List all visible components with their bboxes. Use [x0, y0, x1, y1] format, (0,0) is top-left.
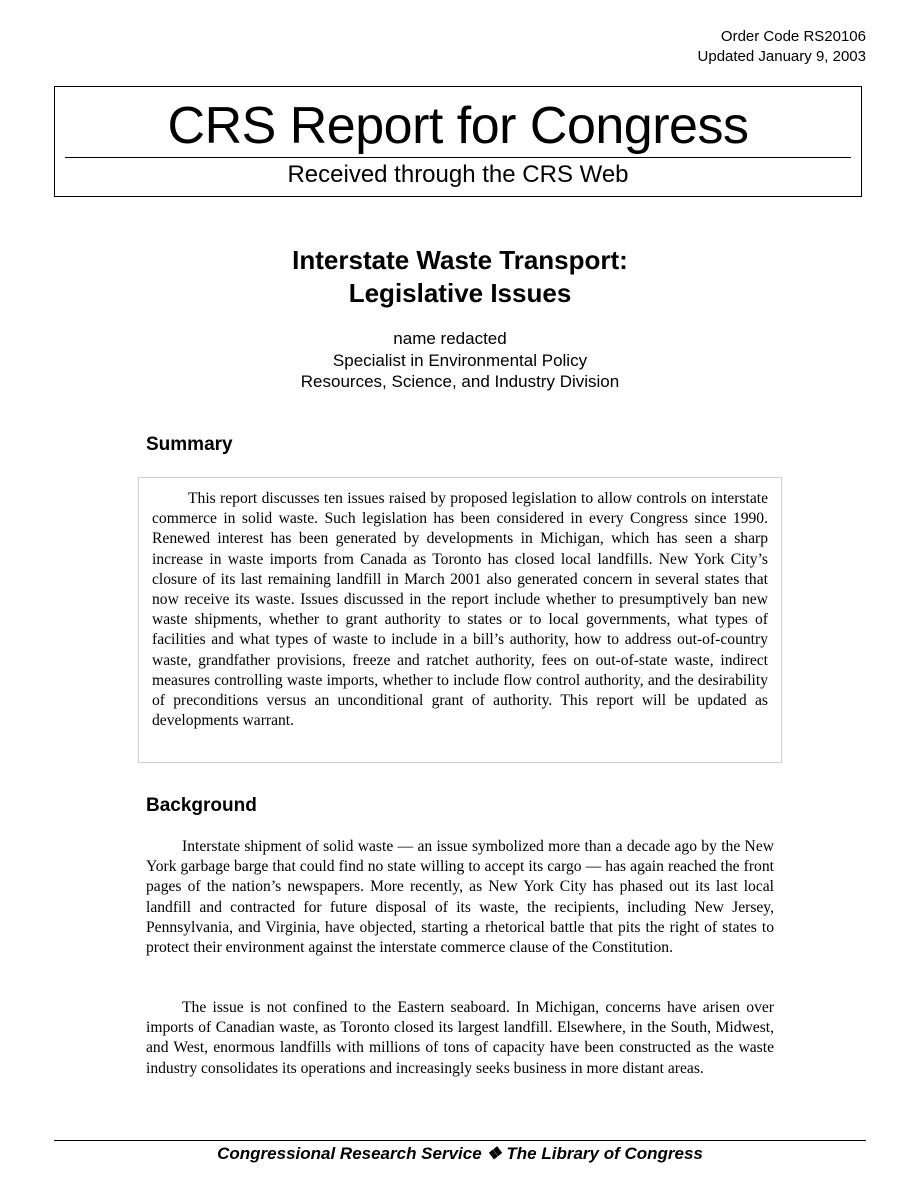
order-code-block: [698, 27, 866, 67]
masthead: [54, 86, 862, 197]
summary-box: [138, 477, 782, 763]
document-title: [0, 244, 920, 310]
document-title-line2: Legislative Issues: [348, 278, 572, 308]
footer-right: The Library of Congress: [506, 1144, 703, 1163]
author-division: Resources, Science, and Industry Division: [300, 372, 620, 391]
masthead-title: CRS Report for Congress: [167, 97, 749, 155]
background-paragraph-2: The issue is not confined to the Eastern seaboard. In Michigan, concerns have arisen over imports of Canadian waste, as Toronto closed its largest landfill. Elsewhere, in the South, Midwest, and West, enormous landfills with millions of tons of capacity have been constructed as the waste industry consolidates its operations and increasingly seeks business in more distant areas.: [146, 999, 774, 1077]
footer-left: Congressional Research Service: [217, 1144, 482, 1163]
updated-date: Updated January 9, 2003: [697, 48, 866, 65]
background-paragraph-1: Interstate shipment of solid waste — an issue symbolized more than a decade ago by the New York garbage barge that could find no state willing to accept its cargo — has again reached the front pages of the nation’s newspapers. More recently, as New York City has phased out its last local landfill and contracted for future disposal of its waste, the recipients, including New Jersey, Pennsylvania, and Virginia, have objected, starting a rhetorical battle that pits the right of states to protect their environment against the interstate commerce clause of the Constitution.: [146, 838, 774, 957]
footer-separator-icon: ❖: [486, 1144, 502, 1163]
author-block: [0, 328, 920, 393]
author-position: Specialist in Environmental Policy: [332, 350, 588, 370]
masthead-divider: [65, 157, 851, 158]
summary-text: This report discusses ten issues raised by proposed legislation to allow controls on interstate commerce in solid waste. Such legislation has been considered in every Congress since 1990. Renewed interest has been generated by developments in Michigan, which has seen a sharp increase in waste imports from Canada as Toronto has closed local landfills. New York City’s closure of its last remaining landfill in March 2001 also generated concern in several states that now receive its waste. Issues discussed in the report include whether to presumptively ban new waste shipments, whether to grant authority to states or to local governments, what types of facilities and what types of waste to include in a bill’s authority, how to address out-of-country waste, grandfather provisions, freeze and ratchet authority, fees on out-of-state waste, indirect measures controlling waste imports, whether to include flow control authority, and the desirability of preconditions versus an unconditional grant of authority. This report will be updated as developments warrant.: [152, 490, 768, 730]
footer: [0, 1143, 920, 1165]
document-title-line1: Interstate Waste Transport:: [292, 245, 628, 275]
order-code: Order Code RS20106: [720, 28, 866, 45]
masthead-subtitle: Received through the CRS Web: [287, 161, 629, 188]
footer-divider: [54, 1140, 866, 1141]
author-name: name redacted: [393, 329, 507, 348]
summary-heading: Summary: [146, 434, 233, 455]
background-heading: Background: [146, 795, 257, 816]
